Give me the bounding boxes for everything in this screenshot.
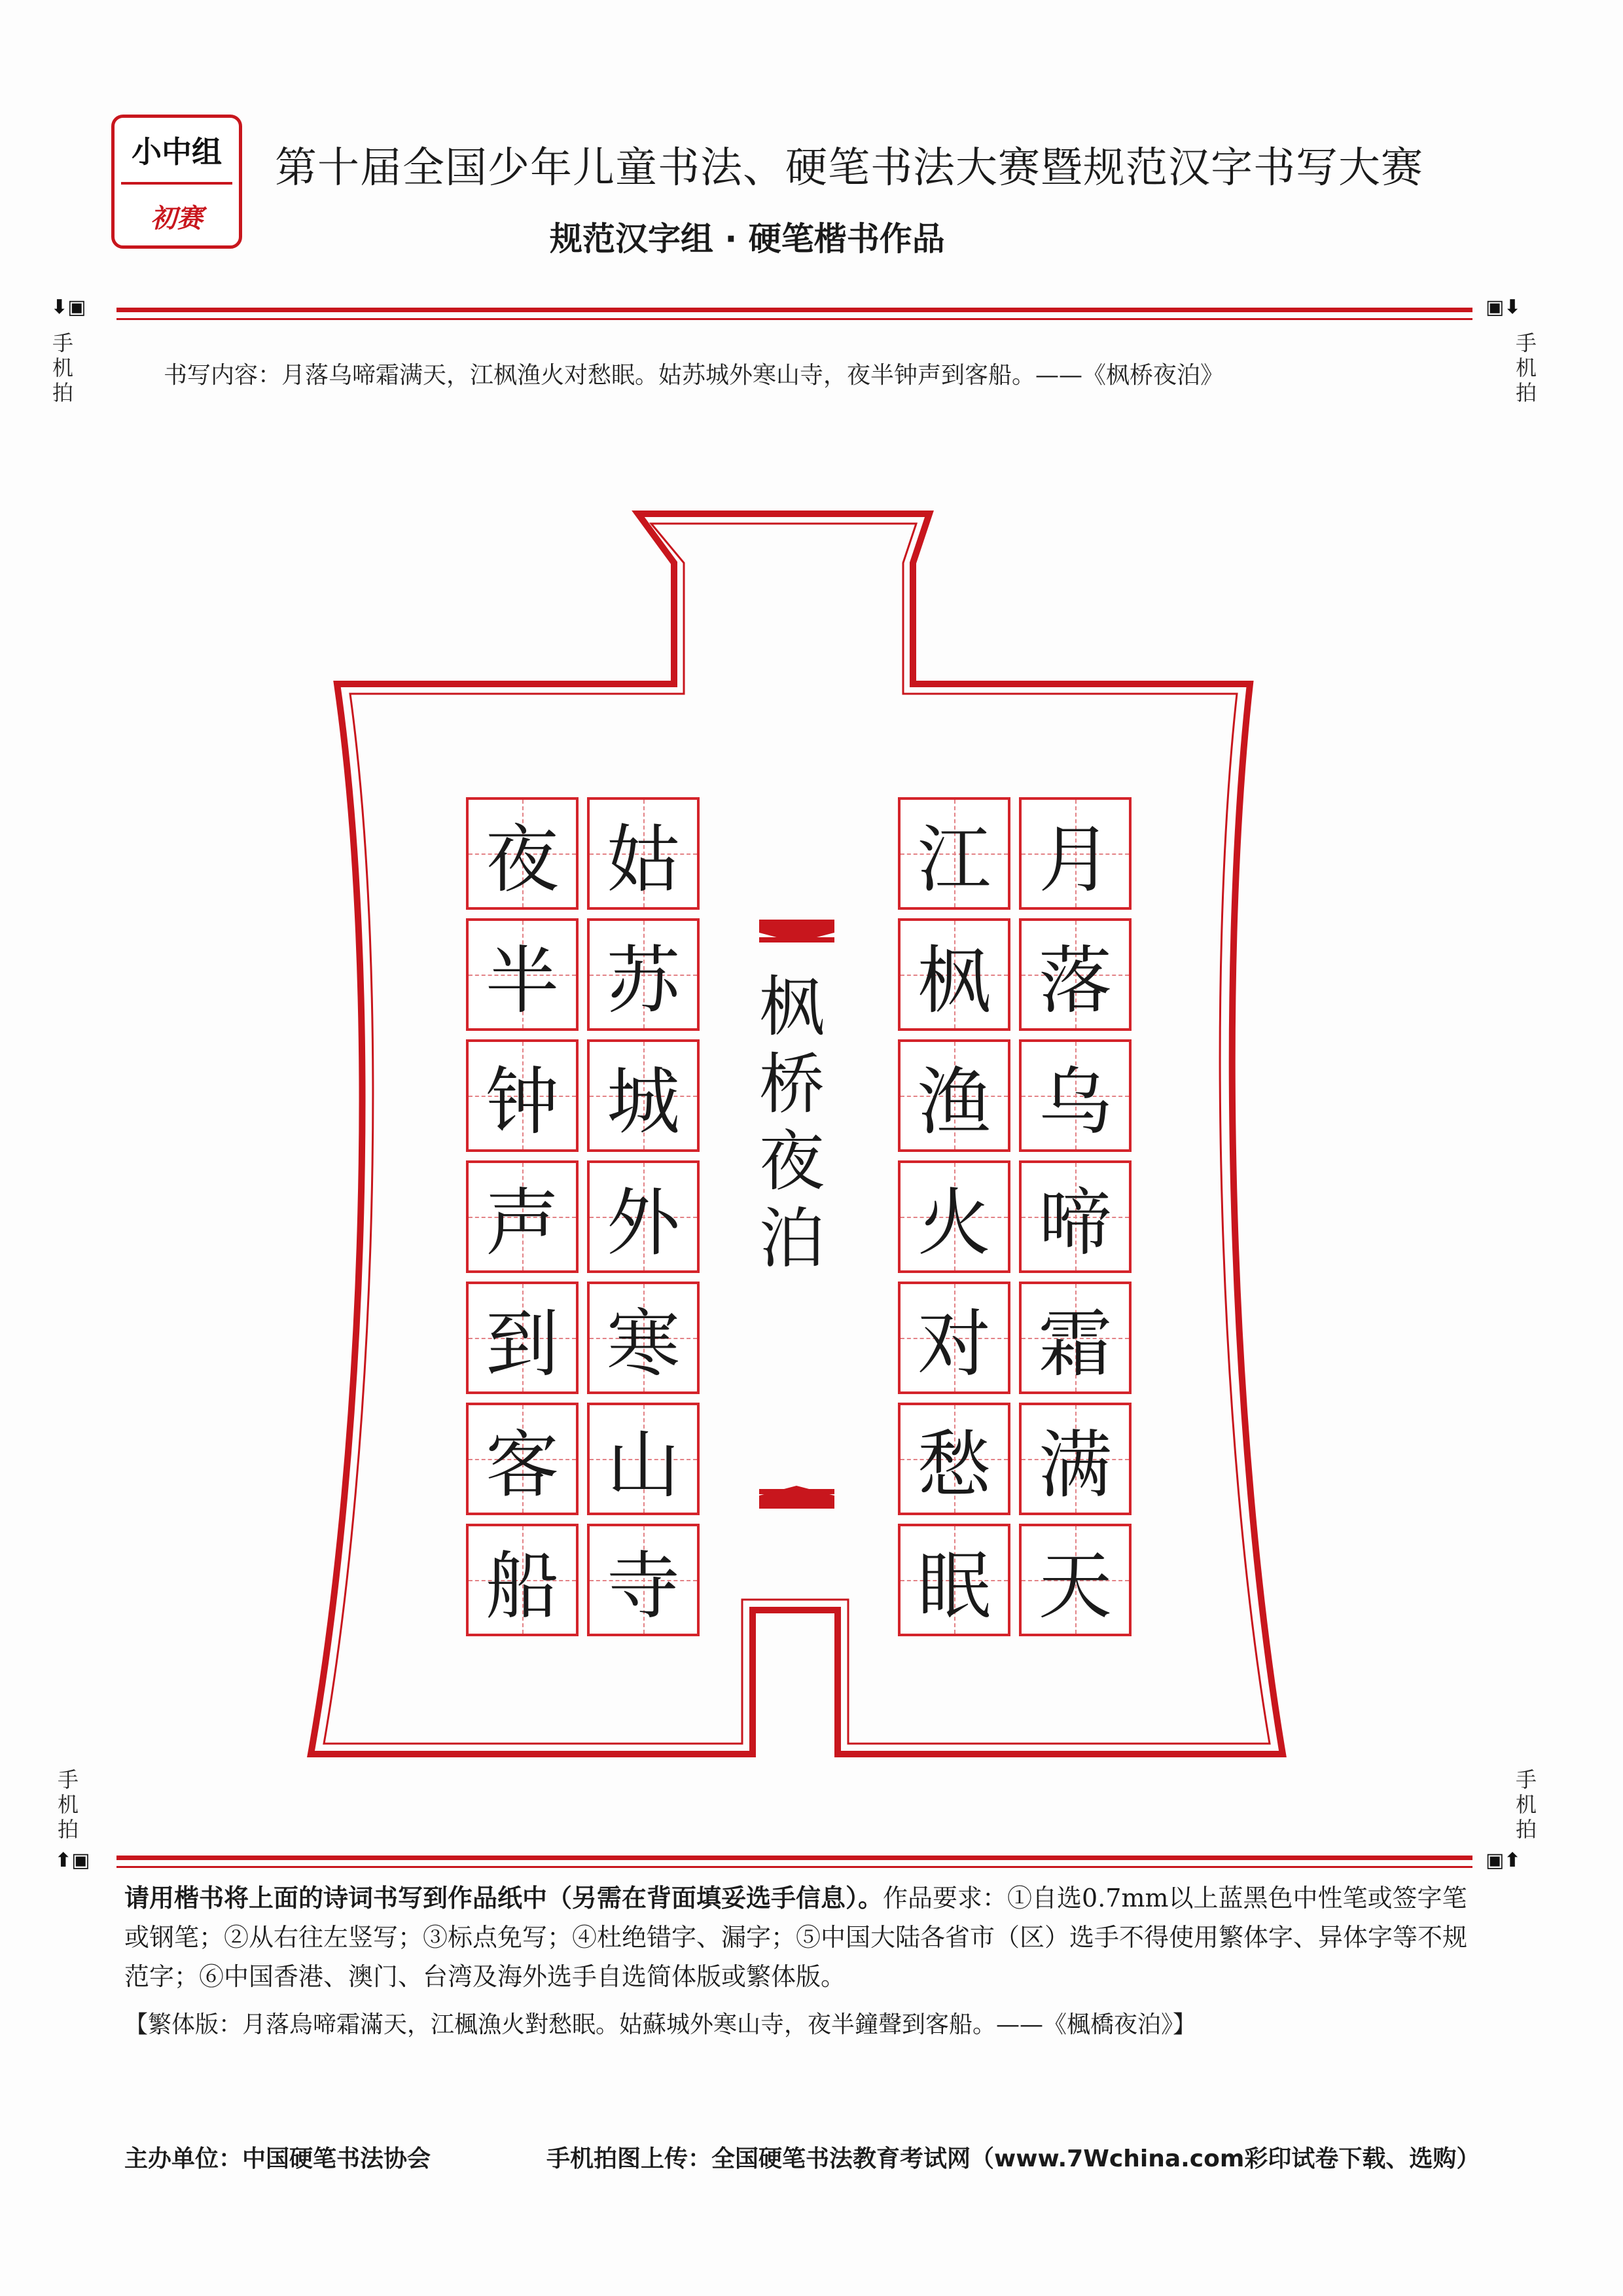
instructions-body: 作品要求：①自选0.7mm以上蓝黑色中性笔或签字笔或钢笔；②从右往左竖写；③标点免写；④杜绝错字、漏字；⑤中国大陆各省市（区）选手不得使用繁体字、异体字等不规范字；⑥中国香港、澳门、台湾及海外选手自选简体版或繁体版。 bbox=[124, 1884, 1468, 1991]
phone-photo-label-bottom-left: 手机拍 bbox=[57, 1767, 79, 1842]
handwritten-char: 半 bbox=[486, 938, 559, 1024]
title-char: 泊 bbox=[759, 1200, 825, 1277]
phone-photo-label-top-right: 手机拍 bbox=[1515, 331, 1537, 405]
grid-cell bbox=[1019, 1524, 1132, 1636]
grid-cell bbox=[587, 1403, 700, 1515]
badge-group-label: 小中组 bbox=[132, 134, 222, 170]
handwritten-char: 寺 bbox=[607, 1543, 680, 1629]
handwritten-char: 愁 bbox=[918, 1422, 991, 1508]
grid-cell bbox=[898, 1160, 1010, 1273]
grid-cell bbox=[466, 797, 579, 910]
handwritten-char: 火 bbox=[918, 1180, 991, 1266]
bottom-rule-thick bbox=[116, 1856, 1472, 1860]
traditional-version-note: 【繁体版：月落烏啼霜滿天，江楓漁火對愁眠。姑蘇城外寒山寺，夜半鐘聲到客船。——《楓橋夜泊》】 bbox=[124, 2011, 1197, 2038]
title-char: 枫 bbox=[759, 969, 825, 1045]
handwritten-char: 船 bbox=[486, 1543, 559, 1629]
grid-cell bbox=[898, 1039, 1010, 1152]
grid-cell bbox=[587, 797, 700, 910]
camera-icon: ▣ bbox=[1486, 1849, 1505, 1872]
handwritten-char: 落 bbox=[1039, 938, 1112, 1024]
title-marker-bottom bbox=[759, 1486, 834, 1509]
handwritten-char: 啼 bbox=[1039, 1180, 1112, 1266]
handwritten-char: 对 bbox=[918, 1301, 991, 1387]
handwritten-char: 枫 bbox=[918, 938, 991, 1024]
grid-cell bbox=[587, 1282, 700, 1394]
handwritten-char: 山 bbox=[607, 1422, 680, 1508]
grid-cell bbox=[587, 1039, 700, 1152]
organizer-line: 主办单位：中国硬笔书法协会 bbox=[124, 2145, 431, 2172]
handwritten-char: 客 bbox=[486, 1422, 559, 1508]
handwritten-char: 夜 bbox=[486, 817, 559, 903]
grid-cell bbox=[1019, 797, 1132, 910]
grid-cell bbox=[1019, 1160, 1132, 1273]
title-marker-top bbox=[759, 920, 834, 942]
writing-content-line: 书写内容：月落乌啼霜满天，江枫渔火对愁眠。姑苏城外寒山寺，夜半钟声到客船。——《枫桥夜泊》 bbox=[164, 362, 1224, 389]
bottom-rule-thin bbox=[116, 1866, 1472, 1868]
handwritten-char: 霜 bbox=[1039, 1301, 1112, 1387]
handwritten-char: 眠 bbox=[918, 1543, 991, 1629]
camera-icon: ▣ bbox=[67, 296, 86, 319]
page-subtitle: 规范汉字组 · 硬笔楷书作品 bbox=[550, 220, 945, 258]
grid-cell bbox=[466, 1403, 579, 1515]
handwritten-char: 到 bbox=[486, 1301, 559, 1387]
grid-cell bbox=[1019, 1039, 1132, 1152]
grid-cell bbox=[1019, 918, 1132, 1031]
handwritten-char: 江 bbox=[918, 817, 991, 903]
handwritten-char: 月 bbox=[1039, 817, 1112, 903]
arrow-up-icon: ⬆ bbox=[1504, 1849, 1521, 1872]
badge-round-label: 初赛 bbox=[151, 202, 203, 234]
grid-cell bbox=[898, 1282, 1010, 1394]
instructions bbox=[124, 1878, 1489, 1996]
handwritten-char: 声 bbox=[486, 1180, 559, 1266]
handwritten-char: 渔 bbox=[918, 1059, 991, 1145]
arrow-up-icon: ⬆ bbox=[55, 1849, 72, 1872]
grid-cell bbox=[466, 1160, 579, 1273]
handwritten-char: 外 bbox=[607, 1180, 680, 1266]
phone-photo-label-bottom-right: 手机拍 bbox=[1515, 1767, 1537, 1842]
grid-cell bbox=[466, 1524, 579, 1636]
grid-cell bbox=[587, 1160, 700, 1273]
grid-cell bbox=[898, 918, 1010, 1031]
handwritten-char: 城 bbox=[607, 1059, 680, 1145]
grid-cell bbox=[898, 1524, 1010, 1636]
grid-cell bbox=[1019, 1403, 1132, 1515]
grid-cell bbox=[587, 918, 700, 1031]
handwritten-char: 钟 bbox=[486, 1059, 559, 1145]
grid-cell bbox=[466, 918, 579, 1031]
grid-cell bbox=[898, 1403, 1010, 1515]
grid-cell bbox=[466, 1282, 579, 1394]
handwritten-char: 乌 bbox=[1039, 1059, 1112, 1145]
handwritten-char: 天 bbox=[1039, 1543, 1112, 1629]
page-title: 第十届全国少年儿童书法、硬笔书法大赛暨规范汉字书写大赛 bbox=[275, 144, 1423, 192]
handwritten-char: 满 bbox=[1039, 1422, 1112, 1508]
phone-photo-label-top-left: 手机拍 bbox=[52, 331, 73, 405]
camera-marker-bottom-right bbox=[1486, 1849, 1521, 1872]
handwritten-char: 姑 bbox=[607, 817, 680, 903]
upload-line: 手机拍图上传：全国硬笔书法教育考试网（www.7Wchina.com彩印试卷下载、选购） bbox=[546, 2145, 1480, 2172]
title-char: 桥 bbox=[759, 1046, 825, 1122]
poem-title-vertical bbox=[740, 969, 844, 1278]
camera-icon: ▣ bbox=[1486, 296, 1505, 319]
grid-cell bbox=[1019, 1282, 1132, 1394]
camera-icon: ▣ bbox=[71, 1849, 90, 1872]
grid-cell bbox=[898, 797, 1010, 910]
handwritten-char: 寒 bbox=[607, 1301, 680, 1387]
instructions-lead: 请用楷书将上面的诗词书写到作品纸中（另需在背面填妥选手信息）。 bbox=[124, 1884, 883, 1912]
camera-marker-bottom-left bbox=[55, 1849, 90, 1872]
grid-cell bbox=[587, 1524, 700, 1636]
grid-cell bbox=[466, 1039, 579, 1152]
title-char: 夜 bbox=[759, 1123, 825, 1200]
handwritten-char: 苏 bbox=[607, 938, 680, 1024]
arrow-down-icon: ⬇ bbox=[51, 296, 68, 319]
arrow-down-icon: ⬇ bbox=[1504, 296, 1521, 319]
